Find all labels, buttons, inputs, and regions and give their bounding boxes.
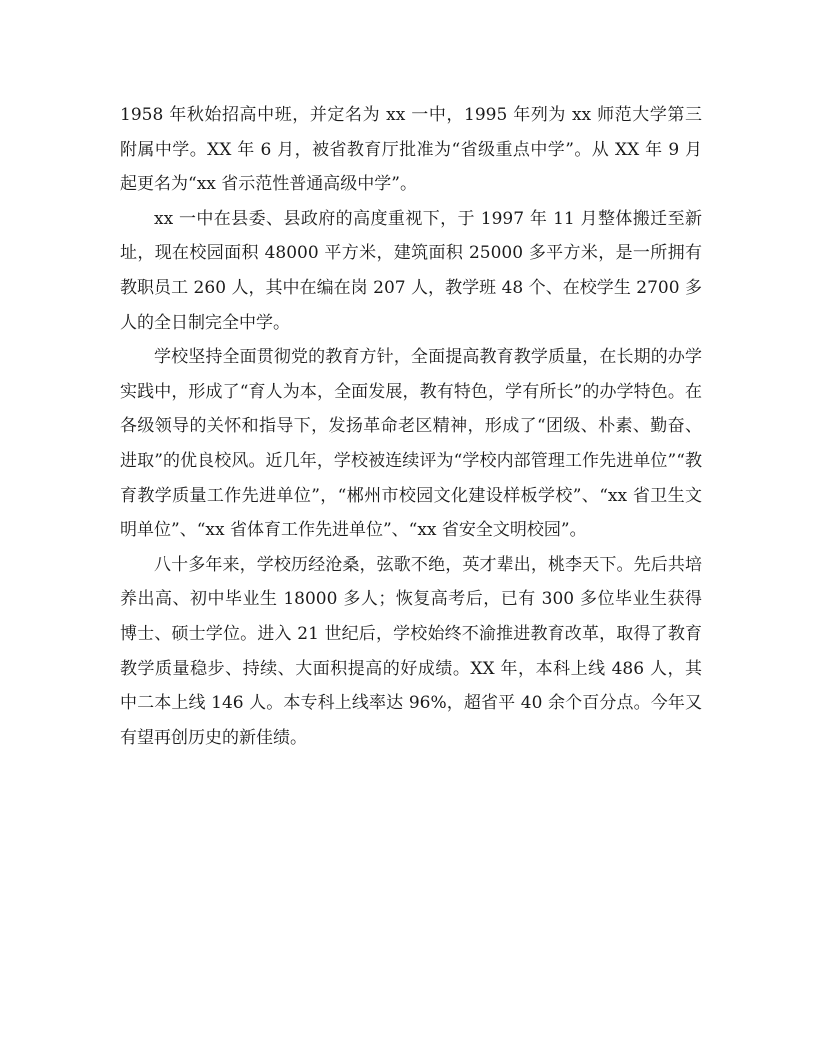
paragraph-3: 学校坚持全面贯彻党的教育方针，全面提高教育教学质量，在长期的办学实践中，形成了“育人为本，全面发展，教有特色，学有所长”的办学特色。在各级领导的关怀和指导下，发扬革命老区精神，形成了“团级、朴素、勤奋、进取”的优良校风。近几年，学校被连续评为“学校内部管理工作先进单位”“教育教学质量工作先进单位”，“郴州市校园文化建设样板学校”、“xx 省卫生文明单位”、“xx 省体育工作先进单位”、“xx 省安全文明校园”。 (120, 347, 702, 541)
paragraph-2: xx 一中在县委、县政府的高度重视下，于 1997 年 11 月整体搬迁至新址，现在校园面积 48000 平方米，建筑面积 25000 多平方米，是一所拥有教职员工 260 人，其中在编在岗 207 人，教学班 48 个、在校学生 2700 多人的全日制完全中学。 (120, 208, 702, 333)
paragraph-4: 八十多年来，学校历经沧桑，弦歌不绝，英才辈出，桃李天下。先后共培养出高、初中毕业生 18000 多人；恢复高考后，已有 300 多位毕业生获得博士、硕士学位。进入 21 世纪后，学校始终不渝推进教育改革，取得了教育教学质量稳步、持续、大面积提高的好成绩。XX 年，本科上线 486 人，其中二本上线 146 人。本专科上线率达 96%，超省平 40 余个百分点。今年又有望再创历史的新佳绩。 (120, 554, 702, 748)
paragraph-1: 1958 年秋始招高中班，并定名为 xx 一中，1995 年列为 xx 师范大学第三附属中学。XX 年 6 月，被省教育厅批准为“省级重点中学”。从 XX 年 9 月起更名为“xx 省示范性普通高级中学”。 (120, 105, 702, 195)
document-body (120, 98, 702, 755)
